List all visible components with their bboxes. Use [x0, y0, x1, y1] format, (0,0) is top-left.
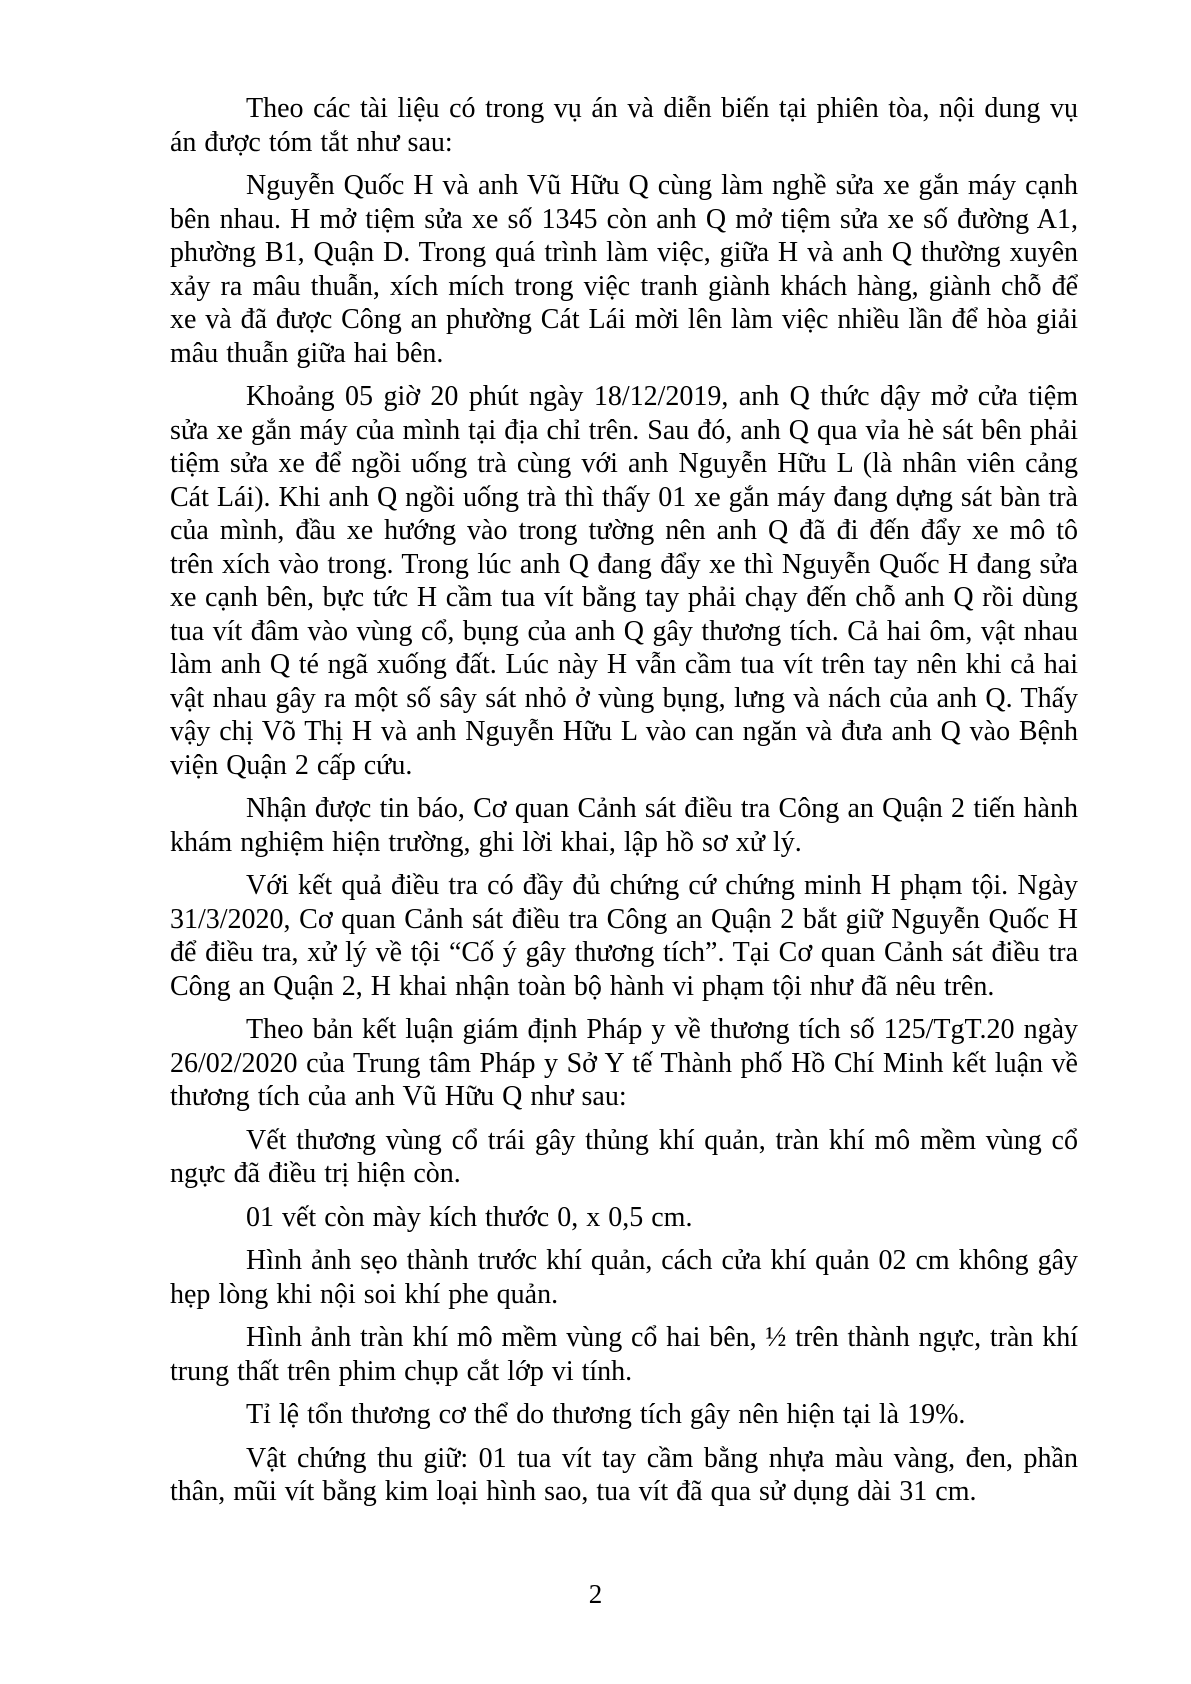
paragraph-injury-1: Vết thương vùng cổ trái gây thủng khí quản, tràn khí mô mềm vùng cổ ngực đã điều trị hiện còn.	[170, 1124, 1078, 1189]
paragraph-police-report: Nhận được tin báo, Cơ quan Cảnh sát điều tra Công an Quận 2 tiến hành khám nghiệm hiện trường, ghi lời khai, lập hồ sơ xử lý.	[170, 793, 1078, 858]
paragraph-injury-2: 01 vết còn mày kích thước 0, x 0,5 cm.	[246, 1201, 693, 1233]
paragraph-injury-4: Hình ảnh tràn khí mô mềm vùng cổ hai bên, ½ trên thành ngực, tràn khí trung thất trên phim chụp cắt lớp vi tính.	[170, 1322, 1078, 1387]
paragraph-background: Nguyễn Quốc H và anh Vũ Hữu Q cùng làm nghề sửa xe gắn máy cạnh bên nhau. H mở tiệm sửa xe số 1345 còn anh Q mở tiệm sửa xe số đường A1, phường B1, Quận D. Trong quá trình làm việc, giữa H và anh Q thường xuyên xảy ra mâu thuẫn, xích mích trong việc tranh giành khách hàng, giành chỗ để xe và đã được Công an phường Cát Lái mời lên làm việc nhiều lần để hòa giải mâu thuẫn giữa hai bên.	[170, 170, 1078, 369]
page-number: 2	[588, 1579, 603, 1609]
paragraph-incident: Khoảng 05 giờ 20 phút ngày 18/12/2019, anh Q thức dậy mở cửa tiệm sửa xe gắn máy của mình tại địa chỉ trên. Sau đó, anh Q qua vỉa hè sát bên phải tiệm sửa xe để ngồi uống trà cùng với anh Nguyễn Hữu L (là nhân viên cảng Cát Lái). Khi anh Q ngồi uống trà thì thấy 01 xe gắn máy đang dựng sát bàn trà của mình, đầu xe hướng vào trong tường nên anh Q đã đi đến đẩy xe mô tô trên xích vào trong. Trong lúc anh Q đang đẩy xe thì Nguyễn Quốc H đang sửa xe cạnh bên, bực tức H cầm tua vít bằng tay phải chạy đến chỗ anh Q rồi dùng tua vít đâm vào vùng cổ, bụng của anh Q gây thương tích. Cả hai ôm, vật nhau làm anh Q té ngã xuống đất. Lúc này H vẫn cầm tua vít trên tay nên khi cả hai vật nhau gây ra một số sây sát nhỏ ở vùng bụng, lưng và nách của anh Q. Thấy vậy chị Võ Thị H và anh Nguyễn Hữu L vào can ngăn và đưa anh Q vào Bệnh viện Quận 2 cấp cứu.	[170, 381, 1078, 781]
paragraph-intro: Theo các tài liệu có trong vụ án và diễn biến tại phiên tòa, nội dung vụ án được tóm tắt như sau:	[170, 93, 1078, 158]
paragraph-injury-3: Hình ảnh sẹo thành trước khí quản, cách cửa khí quản 02 cm không gây hẹp lòng khi nội soi khí phe quản.	[170, 1245, 1078, 1310]
paragraph-forensic-conclusion-intro: Theo bản kết luận giám định Pháp y về thương tích số 125/TgT.20 ngày 26/02/2020 của Trung tâm Pháp y Sở Y tế Thành phố Hồ Chí Minh kết luận về thương tích của anh Vũ Hữu Q như sau:	[170, 1014, 1078, 1112]
paragraph-investigation: Với kết quả điều tra có đầy đủ chứng cứ chứng minh H phạm tội. Ngày 31/3/2020, Cơ quan Cảnh sát điều tra Công an Quận 2 bắt giữ Nguyễn Quốc H để điều tra, xử lý về tội “Cố ý gây thương tích”. Tại Cơ quan Cảnh sát điều tra Công an Quận 2, H khai nhận toàn bộ hành vi phạm tội như đã nêu trên.	[170, 870, 1078, 1002]
paragraph-injury-rate: Tỉ lệ tổn thương cơ thể do thương tích gây nên hiện tại là 19%.	[246, 1399, 966, 1430]
paragraph-evidence: Vật chứng thu giữ: 01 tua vít tay cầm bằng nhựa màu vàng, đen, phần thân, mũi vít bằng kim loại hình sao, tua vít đã qua sử dụng dài 31 cm.	[170, 1442, 1078, 1507]
document-body	[170, 92, 1078, 1519]
